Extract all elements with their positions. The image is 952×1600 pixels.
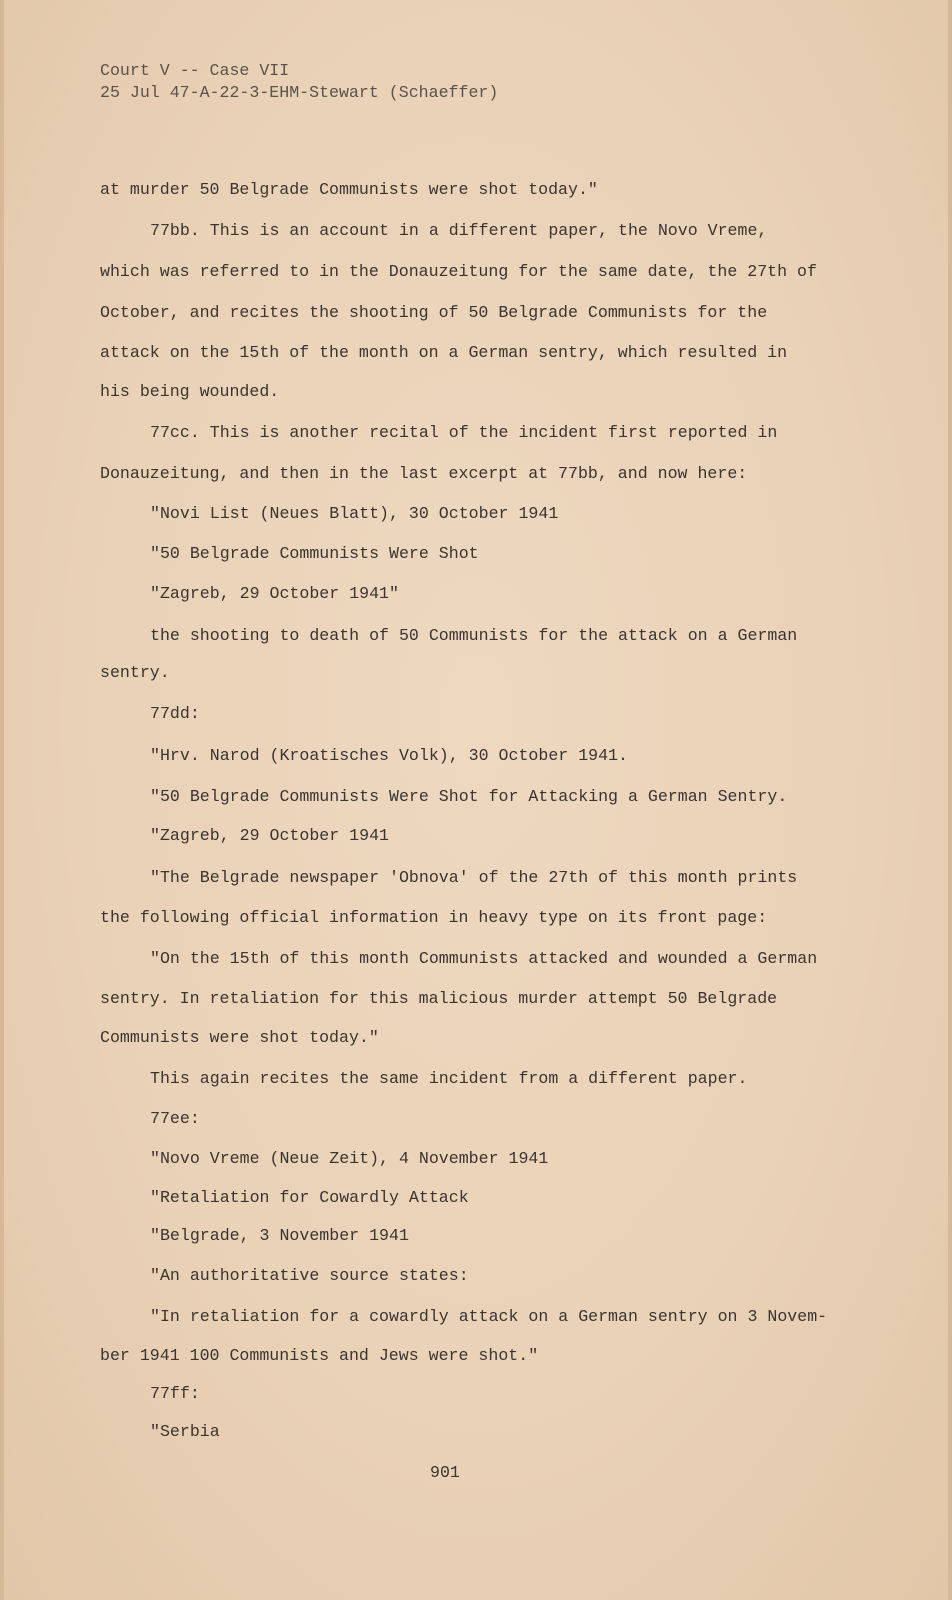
text-line: 77cc. This is another recital of the incident first reported in xyxy=(150,423,778,442)
text-line: This again recites the same incident from a different paper. xyxy=(150,1069,748,1088)
text-line: "Serbia xyxy=(150,1422,220,1441)
text-line: 77bb. This is an account in a different paper, the Novo Vreme, xyxy=(150,221,768,240)
text-line: the following official information in heavy type on its front page: xyxy=(100,908,768,927)
header-date-reference: 25 Jul 47-A-22-3-EHM-Stewart (Schaeffer) xyxy=(100,83,499,102)
text-line: "In retaliation for a cowardly attack on a German sentry on 3 Novem- xyxy=(150,1307,828,1326)
text-line: "50 Belgrade Communists Were Shot xyxy=(150,544,479,563)
text-line: 77ee: xyxy=(150,1109,200,1128)
page-number: 901 xyxy=(430,1463,460,1482)
text-line: "Novi List (Neues Blatt), 30 October 1941 xyxy=(150,504,559,523)
text-line: attack on the 15th of the month on a German sentry, which resulted in xyxy=(100,343,788,362)
text-line: sentry. In retaliation for this malicious murder attempt 50 Belgrade xyxy=(100,989,778,1008)
text-line: October, and recites the shooting of 50 Belgrade Communists for the xyxy=(100,303,768,322)
text-line: Communists were shot today." xyxy=(100,1028,379,1047)
text-line: "Belgrade, 3 November 1941 xyxy=(150,1226,409,1245)
text-line: his being wounded. xyxy=(100,382,280,401)
page-edge-right xyxy=(948,0,952,1600)
text-line: at murder 50 Belgrade Communists were shot today." xyxy=(100,180,598,199)
text-line: 77ff: xyxy=(150,1384,200,1403)
page-edge-left xyxy=(0,0,4,1600)
text-line: "An authoritative source states: xyxy=(150,1266,469,1285)
text-line: "On the 15th of this month Communists attacked and wounded a German xyxy=(150,949,818,968)
text-line: "Retaliation for Cowardly Attack xyxy=(150,1188,469,1207)
text-line: Donauzeitung, and then in the last excerpt at 77bb, and now here: xyxy=(100,464,748,483)
text-line: ber 1941 100 Communists and Jews were shot." xyxy=(100,1346,539,1365)
text-line: "The Belgrade newspaper 'Obnova' of the 27th of this month prints xyxy=(150,868,798,887)
text-line: "Novo Vreme (Neue Zeit), 4 November 1941 xyxy=(150,1149,549,1168)
text-line: "50 Belgrade Communists Were Shot for Attacking a German Sentry. xyxy=(150,787,788,806)
text-line: "Zagreb, 29 October 1941" xyxy=(150,584,399,603)
text-line: sentry. xyxy=(100,663,170,682)
text-line: 77dd: xyxy=(150,704,200,723)
header-court-case: Court V -- Case VII xyxy=(100,61,290,80)
text-line: "Zagreb, 29 October 1941 xyxy=(150,826,389,845)
text-line: which was referred to in the Donauzeitung for the same date, the 27th of xyxy=(100,262,817,281)
text-line: the shooting to death of 50 Communists for the attack on a German xyxy=(150,626,798,645)
text-line: "Hrv. Narod (Kroatisches Volk), 30 October 1941. xyxy=(150,746,628,765)
